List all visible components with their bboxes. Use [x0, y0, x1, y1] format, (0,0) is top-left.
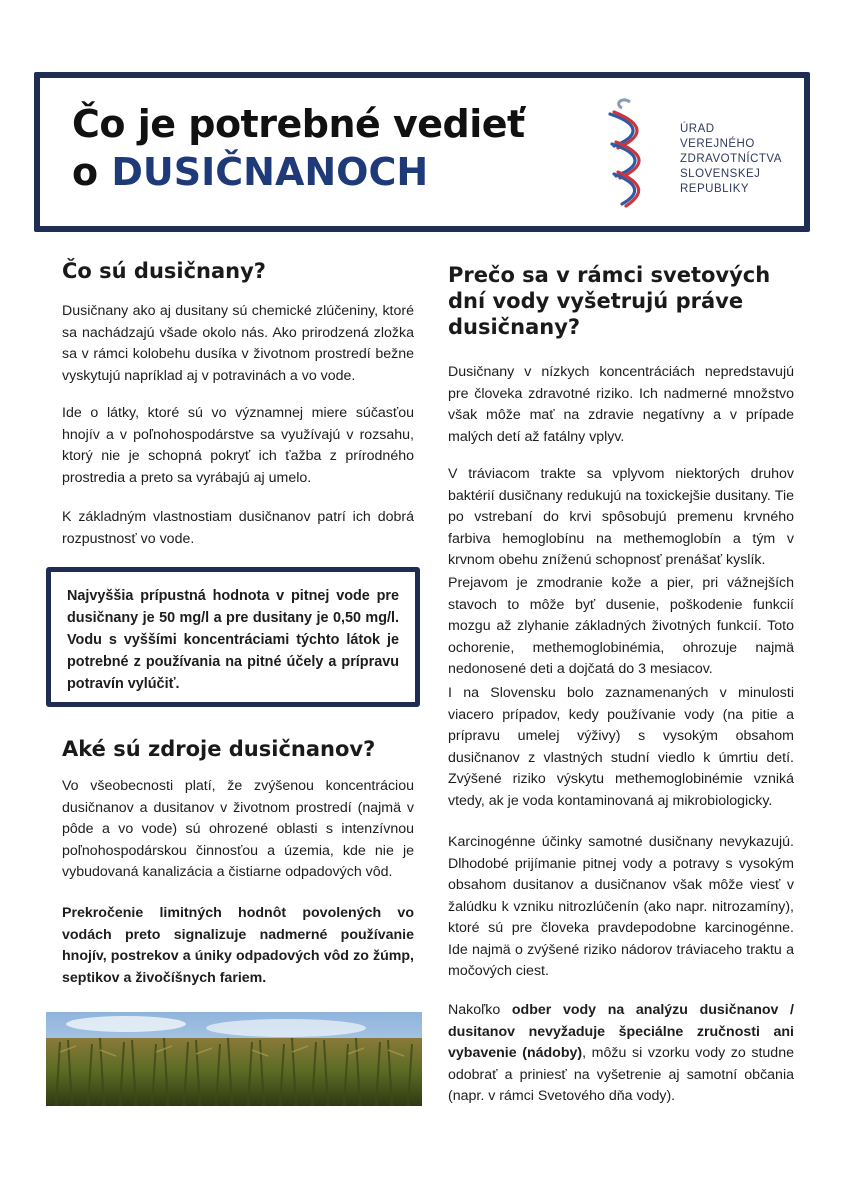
limit-callout-text: Najvyššia prípustná hodnota v pitnej vode pre dusičnany je 50 mg/l a pre dusitany je 0,50 mg/l. Vodu s vyššími koncentráciami týchto látok je potrebné z používania na pitné účely a prípravu potravín vylúčiť. [67, 588, 399, 692]
org-line: ÚRAD [680, 123, 715, 135]
text-span: Nakoľko [448, 1002, 512, 1018]
title-line-2 [72, 148, 525, 196]
paragraph: Dusičnany ako aj dusitany sú chemické zlúčeniny, ktoré sa nachádzajú všade okolo nás. Ako prirodzená zložka sa v rámci kolobehu dusíka v životnom prostredí bežne vyskytujú napríklad aj v potravinách a vo vode. [62, 303, 414, 384]
paragraph-sampling [448, 1000, 794, 1108]
header-box [34, 72, 810, 232]
title-line-1: Čo je potrebné vedieť [72, 102, 525, 146]
paragraph: Karcinogénne účinky samotné dusičnany nevykazujú. Dlhodobé prijímanie pitnej vody a potravy s vysokým obsahom dusitanov a dusičnanov však môže viesť v žalúdku k vzniku nitrozlúčenín (ako napr. nitrozamíny), ktoré sú pre človeka pravdepodobne karcinogénne. Ide najmä o zvýšené riziko nádorov tráviaceho traktu a močových ciest. [448, 834, 794, 979]
text-span-bold: odber vody na analýzu dusičnanov / dusitanov nevyžaduje špeciálne zručnosti ani vybavenie (nádoby) [448, 1002, 794, 1061]
paragraph-bold: Prekročenie limitných hodnôt povolených vo vodách preto signalizuje nadmerné používanie hnojív, postrekov a úniky odpadových vôd zo žúmp, septikov a živočíšnych fariem. [62, 905, 414, 986]
heading-sources: Aké sú zdroje dusičnanov? [62, 737, 376, 761]
paragraph: Vo všeobecnosti platí, že zvýšenou koncentráciou dusičnanov a dusitanov v životnom prostredí (najmä v pôde a vo vode) sú ohrozené oblasti s intenzívnou poľnohospodárskou činnosťou a územia, kde nie je vybudovaná kanalizácia a čistiarne odpadových vôd. [62, 778, 414, 880]
caduceus-stripes-icon [600, 94, 660, 214]
paragraph: K základným vlastnostiam dusičnanov patrí ich dobrá rozpustnosť vo vode. [62, 509, 414, 547]
paragraph: Ide o látky, ktoré sú vo významnej miere súčasťou hnojív a v poľnohospodárstve sa využívajú v rozsahu, ktorý nie je schopná pokryť ich ťažba z prírodného prostredia a preto sa vyrábajú aj umelo. [62, 405, 414, 486]
org-line: VEREJNÉHO [680, 138, 755, 150]
cornfield-photo [46, 1012, 422, 1106]
paragraph: Dusičnany v nízkych koncentráciách nepredstavujú pre človeka zdravotné riziko. Ich nadmerné množstvo však môže mať na zdravie negatívny a v prípade malých detí až fatálny vplyv. [448, 364, 794, 445]
heading-why-nitrates: Prečo sa v rámci svetových dní vody vyšetrujú práve dusičnany? [448, 263, 771, 339]
title-prefix: o [72, 150, 112, 194]
org-name [680, 122, 782, 197]
title-highlight: DUSIČNANOCH [111, 150, 429, 194]
org-line: SLOVENSKEJ [680, 168, 761, 180]
paragraph: I na Slovensku bolo zaznamenaných v minulosti viacero prípadov, kedy používanie vody (na pitie a prípravu umelej výživy) s vysokým obsahom dusičnanov z vlastných studní viedlo k úmrtiu detí. Zvýšené riziko výskytu methemoglobinémie vzniká vtedy, ak je voda kontaminovaná aj mikrobiologicky. [448, 685, 794, 809]
text-span: , môžu si vzorku vody zo studne odobrať a priniesť na vyšetrenie aj samotní občania (napr. v rámci Svetového dňa vody). [448, 1045, 794, 1104]
page-title [72, 100, 525, 196]
heading-what-are-nitrates: Čo sú dusičnany? [62, 259, 266, 283]
org-line: ZDRAVOTNÍCTVA [680, 153, 782, 165]
paragraph: V tráviacom trakte sa vplyvom niektorých druhov baktérií dusičnany redukujú na toxickejšie dusitany. Tie po vstrebaní do krvi spôsobujú premenu krvného farbiva hemoglobínu na methemoglobín a tým v krvnom obehu zníženú schopnosť prenášať kyslík. [448, 466, 794, 568]
org-line: REPUBLIKY [680, 183, 750, 195]
limit-callout-box [46, 567, 420, 707]
paragraph: Prejavom je zmodranie kože a pier, pri vážnejších stavoch to môže byť dusenie, poškodenie funkcií mozgu až zlyhanie základných životných funkcií. Toto ochorenie, methemoglobinémia, ohrozuje najmä nedonosené deti a dojčatá do 3 mesiacov. [448, 575, 794, 677]
